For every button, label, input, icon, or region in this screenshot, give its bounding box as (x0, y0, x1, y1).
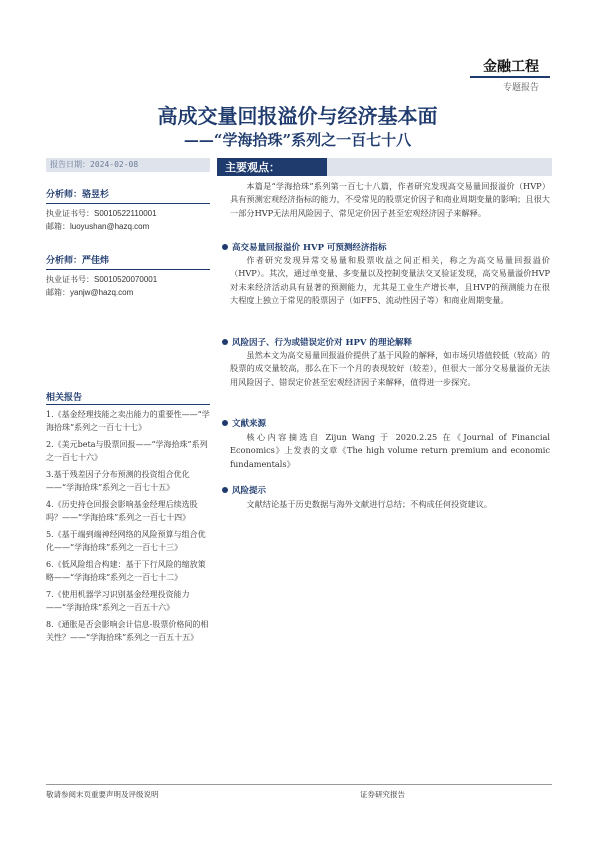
section-body-3: 核心内容摘选自 Zijun Wang 于 2020.2.25 在《Journal of Financial Economics》上发表的文章《The high volume return premium and economic fundamentals》 (230, 432, 550, 469)
related-report-item[interactable]: 7.《使用机器学习识别基金经理投资能力——“学海拾珠”系列之一百五十六》 (46, 590, 190, 612)
footer-divider (46, 784, 552, 785)
section-title-1 (222, 241, 386, 253)
email-line (46, 286, 210, 299)
brand-divider (470, 76, 550, 78)
section-body-2: 虽然本文为高交易量回报溢价提供了基于风险的解释，如市场贝塔值较低（较高）的股票的成交量较高，那么在下一个月的表现较好（较差），但很大一部分交易量溢价无法用风险因子、错误定价甚至宏观经济因子来解释，值得进一步探究。 (230, 350, 550, 387)
email-line (46, 220, 210, 233)
related-report-item[interactable]: 4.《历史持仓回报会影响基金经理后续选股吗？——“学海拾珠”系列之一百七十四》 (46, 500, 198, 522)
analyst-divider (46, 203, 210, 204)
analyst-line (46, 182, 210, 201)
related-divider (46, 404, 210, 405)
report-title: 高成交量回报溢价与经济基本面 (157, 104, 438, 128)
email-label: 邮箱： (46, 222, 70, 231)
analyst-name: 骆昱杉 (82, 190, 110, 200)
section-title-3 (222, 417, 266, 429)
analyst-block-2 (46, 248, 210, 299)
cert-label: 执业证书号： (46, 209, 94, 218)
email-link[interactable]: luoyushan@hazq.com (70, 222, 150, 231)
section-title-4 (222, 484, 266, 496)
related-report-item[interactable]: 6.《低风险组合构建：基于下行风险的缩放策略——“学海拾珠”系列之一百七十二》 (46, 560, 206, 582)
doc-type: 专题报告 (502, 83, 539, 93)
cert-line (46, 273, 210, 286)
section-title-2 (222, 336, 412, 348)
related-report-item[interactable]: 5.《基于端到端神经网络的风险预算与组合优化——“学海拾珠”系列之一百七十三》 (46, 530, 206, 552)
analyst-name: 严佳炜 (82, 256, 110, 266)
bullet-icon (222, 339, 228, 345)
bullet-icon (222, 420, 228, 426)
analyst-label: 分析师： (46, 256, 83, 266)
section-heading: 风险提示 (232, 486, 267, 496)
analyst-block-1 (46, 182, 210, 233)
bullet-icon (222, 244, 228, 250)
email-link[interactable]: yanjw@hazq.com (70, 288, 134, 297)
cert-line (46, 207, 210, 220)
brand-title: 金融工程 (483, 59, 539, 75)
related-reports-title: 相关报告 (46, 393, 83, 403)
analyst-label: 分析师： (46, 190, 83, 200)
section-body-1: 作者研究发现异常交易量和股票收益之间正相关，称之为高交易量回报溢价（HVP）。其次，通过单变量、多变量以及控制变量法交叉验证发现，高交易量溢价HVP对未来经济活动具有显著的预测能力，尤其是工业生产增长率，且HVP的预测能力在很大程度上独立于常见的股票因子（如FF5、流动性因子等）和商业周期变量。 (230, 255, 550, 306)
analyst-line (46, 248, 210, 267)
related-report-item[interactable]: 2.《美元beta与股票回报——“学海拾珠”系列之一百七十六》 (46, 440, 208, 462)
cert-number: S0010522110001 (94, 209, 157, 218)
email-label: 邮箱： (46, 288, 70, 297)
analyst-divider (46, 269, 210, 270)
related-report-item[interactable]: 3.基于残差因子分布预测的投资组合优化——“学海拾珠”系列之一百七十五》 (46, 470, 190, 492)
section-heading: 风险因子、行为或错误定价对 HPV 的理论解释 (232, 338, 412, 348)
key-points-title: 主要观点： (225, 161, 280, 174)
related-report-item[interactable]: 8.《通胀是否会影响会计信息-股票价格间的相关性？——“学海拾珠”系列之一百五十五》 (46, 620, 209, 642)
related-report-item[interactable]: 1.《基金经理技能之卖出能力的重要性——“学海拾珠”系列之一百七十七》 (46, 410, 210, 432)
related-reports-list (46, 408, 210, 648)
bullet-icon (222, 487, 228, 493)
section-heading: 高交易量回报溢价 HVP 可预测经济指标 (232, 243, 387, 253)
section-body-4: 文献结论基于历史数据与海外文献进行总结；不构成任何投资建议。 (246, 499, 493, 509)
cert-label: 执业证书号： (46, 275, 94, 284)
report-subtitle: ——“学海拾珠”系列之一百七十八 (183, 131, 412, 149)
report-date: 报告日期：2024-02-08 (46, 158, 210, 172)
cert-number: S0010520070001 (94, 275, 158, 284)
footer-disclaimer[interactable]: 敬请参阅末页重要声明及评级说明 (46, 790, 159, 799)
intro-paragraph: 本篇是“学海拾珠”系列第一百七十八篇，作者研究发现高交易量回报溢价（HVP）具有预测宏观经济指标的能力，不受常见的股票定价因子和商业周期变量的影响；且很大一部分HVP无法用风险因子、常见定价因子甚至宏观经济因子来解释。 (230, 181, 550, 218)
section-heading: 文献来源 (232, 419, 267, 429)
footer-label: 证券研究报告 (360, 790, 405, 799)
